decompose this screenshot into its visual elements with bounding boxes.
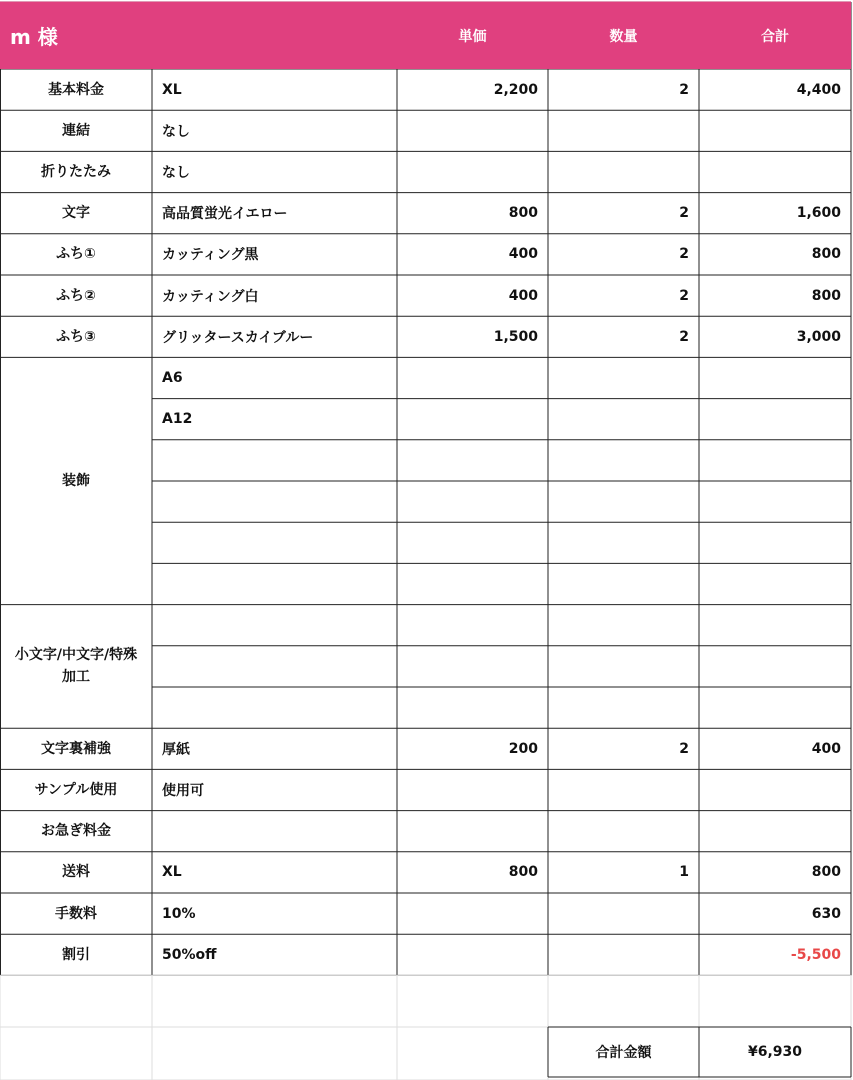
price-cell[interactable] xyxy=(397,687,548,728)
total-cell[interactable] xyxy=(699,811,851,852)
item-cell[interactable] xyxy=(152,811,397,852)
row-label[interactable]: お急ぎ料金 xyxy=(41,823,111,840)
row-label[interactable]: サンプル使用 xyxy=(34,781,118,798)
item-cell[interactable] xyxy=(152,522,397,563)
total-cell[interactable]: 400 xyxy=(811,740,841,757)
item-cell[interactable]: A12 xyxy=(162,411,193,428)
total-cell[interactable]: -5,500 xyxy=(790,946,841,963)
total-cell[interactable] xyxy=(699,110,851,151)
customer-name[interactable]: m 様 xyxy=(0,2,152,69)
item-cell[interactable] xyxy=(152,563,397,604)
total-cell[interactable]: 800 xyxy=(811,287,841,304)
item-cell[interactable] xyxy=(152,605,397,646)
qty-cell[interactable] xyxy=(548,110,699,151)
total-cell[interactable] xyxy=(699,357,851,398)
item-cell[interactable]: 10% xyxy=(162,905,196,922)
item-cell[interactable]: XL xyxy=(162,864,182,881)
total-cell[interactable] xyxy=(699,646,851,687)
total-cell[interactable]: 800 xyxy=(811,246,841,263)
qty-cell[interactable] xyxy=(548,893,699,934)
item-cell[interactable] xyxy=(152,440,397,481)
item-cell[interactable]: なし xyxy=(162,164,190,181)
row-label[interactable]: 小文字/中文字/特殊加工 xyxy=(14,647,138,686)
qty-cell[interactable] xyxy=(548,934,699,975)
price-cell[interactable] xyxy=(397,605,548,646)
price-cell[interactable] xyxy=(397,646,548,687)
price-cell[interactable]: 400 xyxy=(508,246,538,263)
price-cell[interactable] xyxy=(397,893,548,934)
qty-cell[interactable]: 2 xyxy=(679,740,689,757)
price-cell[interactable] xyxy=(397,481,548,522)
row-label[interactable]: 連結 xyxy=(62,122,90,139)
price-cell[interactable]: 1,500 xyxy=(493,328,538,345)
qty-cell[interactable] xyxy=(548,481,699,522)
row-label[interactable]: ふち② xyxy=(56,287,96,304)
qty-cell[interactable]: 2 xyxy=(679,205,689,222)
qty-cell[interactable]: 1 xyxy=(679,864,689,881)
price-cell[interactable]: 2,200 xyxy=(493,81,538,98)
price-cell[interactable]: 200 xyxy=(508,740,538,757)
item-cell[interactable]: 50%off xyxy=(162,946,217,963)
total-cell[interactable] xyxy=(699,769,851,810)
total-cell[interactable] xyxy=(699,605,851,646)
item-cell[interactable]: A6 xyxy=(162,369,183,386)
qty-cell[interactable] xyxy=(548,811,699,852)
total-cell[interactable] xyxy=(699,440,851,481)
item-cell[interactable] xyxy=(152,646,397,687)
grand-total-value[interactable]: ¥6,930 xyxy=(747,1044,803,1060)
qty-cell[interactable] xyxy=(548,151,699,192)
qty-cell[interactable] xyxy=(548,687,699,728)
price-cell[interactable] xyxy=(397,811,548,852)
price-cell[interactable] xyxy=(397,769,548,810)
total-cell[interactable]: 4,400 xyxy=(796,81,841,98)
price-cell[interactable] xyxy=(397,440,548,481)
total-cell[interactable]: 630 xyxy=(811,905,841,922)
qty-cell[interactable] xyxy=(548,646,699,687)
item-cell[interactable] xyxy=(152,687,397,728)
row-label[interactable]: 折りたたみ xyxy=(41,163,111,180)
row-label[interactable]: 文字 xyxy=(62,205,90,222)
total-cell[interactable] xyxy=(699,522,851,563)
row-label[interactable]: 文字裏補強 xyxy=(41,740,111,757)
total-cell[interactable] xyxy=(699,563,851,604)
row-label[interactable]: 手数料 xyxy=(55,905,97,922)
total-cell[interactable] xyxy=(699,151,851,192)
row-label[interactable]: 装飾 xyxy=(62,472,90,489)
total-cell[interactable] xyxy=(699,687,851,728)
price-cell[interactable]: 800 xyxy=(508,205,538,222)
price-cell[interactable] xyxy=(397,399,548,440)
header-unit-price[interactable]: 単価 xyxy=(397,2,548,69)
qty-cell[interactable] xyxy=(548,605,699,646)
qty-cell[interactable]: 2 xyxy=(679,287,689,304)
header-item[interactable] xyxy=(152,2,397,69)
header-quantity[interactable]: 数量 xyxy=(548,2,699,69)
price-cell[interactable]: 800 xyxy=(508,864,538,881)
qty-cell[interactable] xyxy=(548,399,699,440)
item-cell[interactable]: 厚紙 xyxy=(162,741,190,758)
row-label[interactable]: 基本料金 xyxy=(48,81,104,98)
total-cell[interactable]: 1,600 xyxy=(796,205,841,222)
qty-cell[interactable] xyxy=(548,440,699,481)
item-cell[interactable]: なし xyxy=(162,123,190,140)
grand-total-label[interactable]: 合計金額 xyxy=(595,1045,652,1061)
price-cell[interactable] xyxy=(397,522,548,563)
item-cell[interactable]: 使用可 xyxy=(162,782,204,799)
item-cell[interactable]: XL xyxy=(162,81,182,98)
qty-cell[interactable] xyxy=(548,522,699,563)
item-cell[interactable] xyxy=(152,481,397,522)
qty-cell[interactable]: 2 xyxy=(679,328,689,345)
qty-cell[interactable] xyxy=(548,769,699,810)
price-cell[interactable] xyxy=(397,563,548,604)
total-cell[interactable] xyxy=(699,481,851,522)
item-cell[interactable]: カッティング黒 xyxy=(162,247,259,264)
price-cell[interactable]: 400 xyxy=(508,287,538,304)
header-total[interactable]: 合計 xyxy=(699,2,851,69)
row-label[interactable]: ふち① xyxy=(56,246,96,263)
qty-cell[interactable] xyxy=(548,357,699,398)
qty-cell[interactable]: 2 xyxy=(679,246,689,263)
price-cell[interactable] xyxy=(397,110,548,151)
price-cell[interactable] xyxy=(397,934,548,975)
total-cell[interactable]: 3,000 xyxy=(796,328,841,345)
price-cell[interactable] xyxy=(397,357,548,398)
item-cell[interactable]: グリッタースカイブルー xyxy=(162,329,314,346)
row-label[interactable]: 送料 xyxy=(62,864,90,881)
row-label[interactable]: ふち③ xyxy=(56,328,96,345)
row-label[interactable]: 割引 xyxy=(62,946,90,963)
qty-cell[interactable]: 2 xyxy=(679,81,689,98)
total-cell[interactable]: 800 xyxy=(811,864,841,881)
price-cell[interactable] xyxy=(397,151,548,192)
item-cell[interactable]: カッティング白 xyxy=(162,288,259,305)
qty-cell[interactable] xyxy=(548,563,699,604)
item-cell[interactable]: 高品質蛍光イエロー xyxy=(162,206,288,223)
total-cell[interactable] xyxy=(699,399,851,440)
